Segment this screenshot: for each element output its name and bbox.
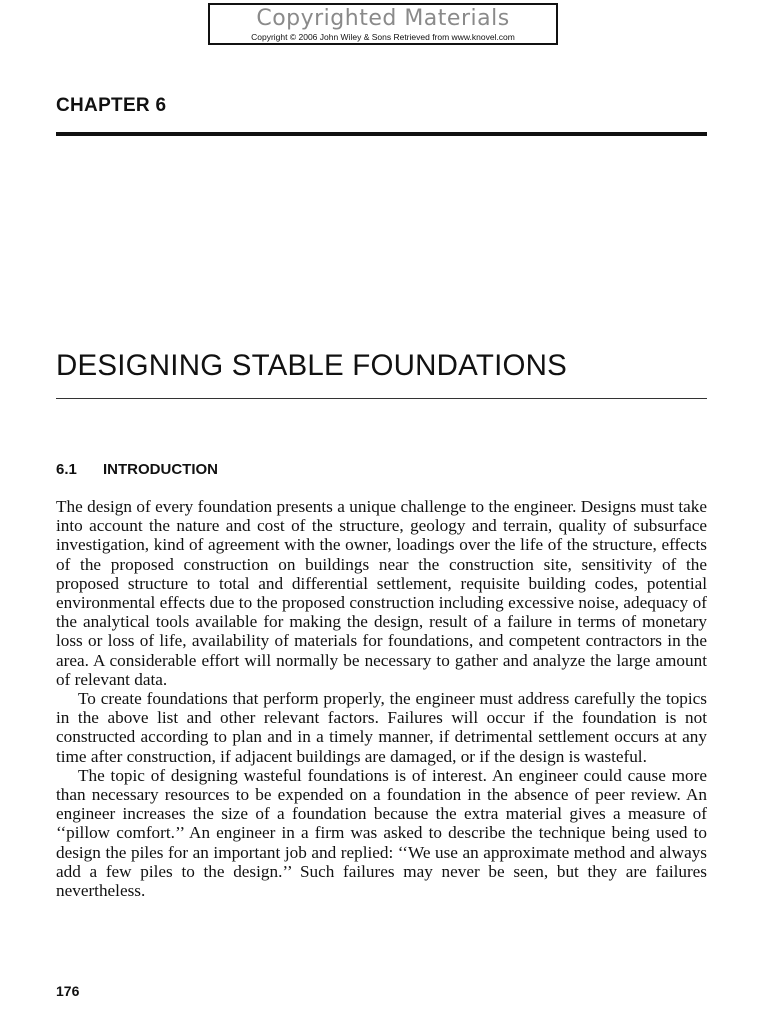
section-heading [56, 461, 218, 478]
copyright-watermark [208, 3, 558, 45]
chapter-divider [56, 132, 707, 136]
paragraph: To create foundations that perform properly, the engineer must address carefully the topics in the above list and other relevant factors. Failures will occur if the foundation is not constructed according to plan and in a timely manner, if detrimental settlement occurs at any time after construction, if adjacent buildings are damaged, or if the design is wasteful. [56, 689, 707, 766]
section-number: 6.1 [56, 461, 77, 478]
page-number: 176 [56, 983, 80, 999]
watermark-title: Copyrighted Materials [256, 6, 510, 31]
body-text [56, 497, 707, 900]
watermark-subtitle: Copyright © 2006 John Wiley & Sons Retrieved from www.knovel.com [251, 32, 515, 42]
section-title: INTRODUCTION [103, 461, 218, 478]
title-divider [56, 398, 707, 399]
paragraph: The topic of designing wasteful foundations is of interest. An engineer could cause more than necessary resources to be expended on a foundation in the absence of peer review. An engineer increases the size of a foundation because the extra material gives a measure of ‘‘pillow comfort.’’ An engineer in a firm was asked to describe the technique being used to design the piles for an important job and replied: ‘‘We use an approximate method and always add a few piles to the design.’’ Such failures may never be seen, but they are failures nevertheless. [56, 765, 707, 901]
chapter-title: DESIGNING STABLE FOUNDATIONS [56, 349, 567, 382]
paragraph: The design of every foundation presents a unique challenge to the engineer. Designs must take into account the nature and cost of the structure, geology and terrain, quality of subsurface investigation, kind of agreement with the owner, loadings over the life of the structure, effects of the proposed construction on buildings near the construction site, sensitivity of the proposed structure to total and differential settlement, requisite building codes, potential environmental effects due to the proposed construction including excessive noise, adequacy of the analytical tools available for making the design, result of a failure in terms of monetary loss or loss of life, availability of materials for foundations, and competent contractors in the area. A considerable effort will normally be necessary to gather and analyze the large amount of relevant data. [56, 497, 707, 689]
chapter-label: CHAPTER 6 [56, 95, 167, 116]
